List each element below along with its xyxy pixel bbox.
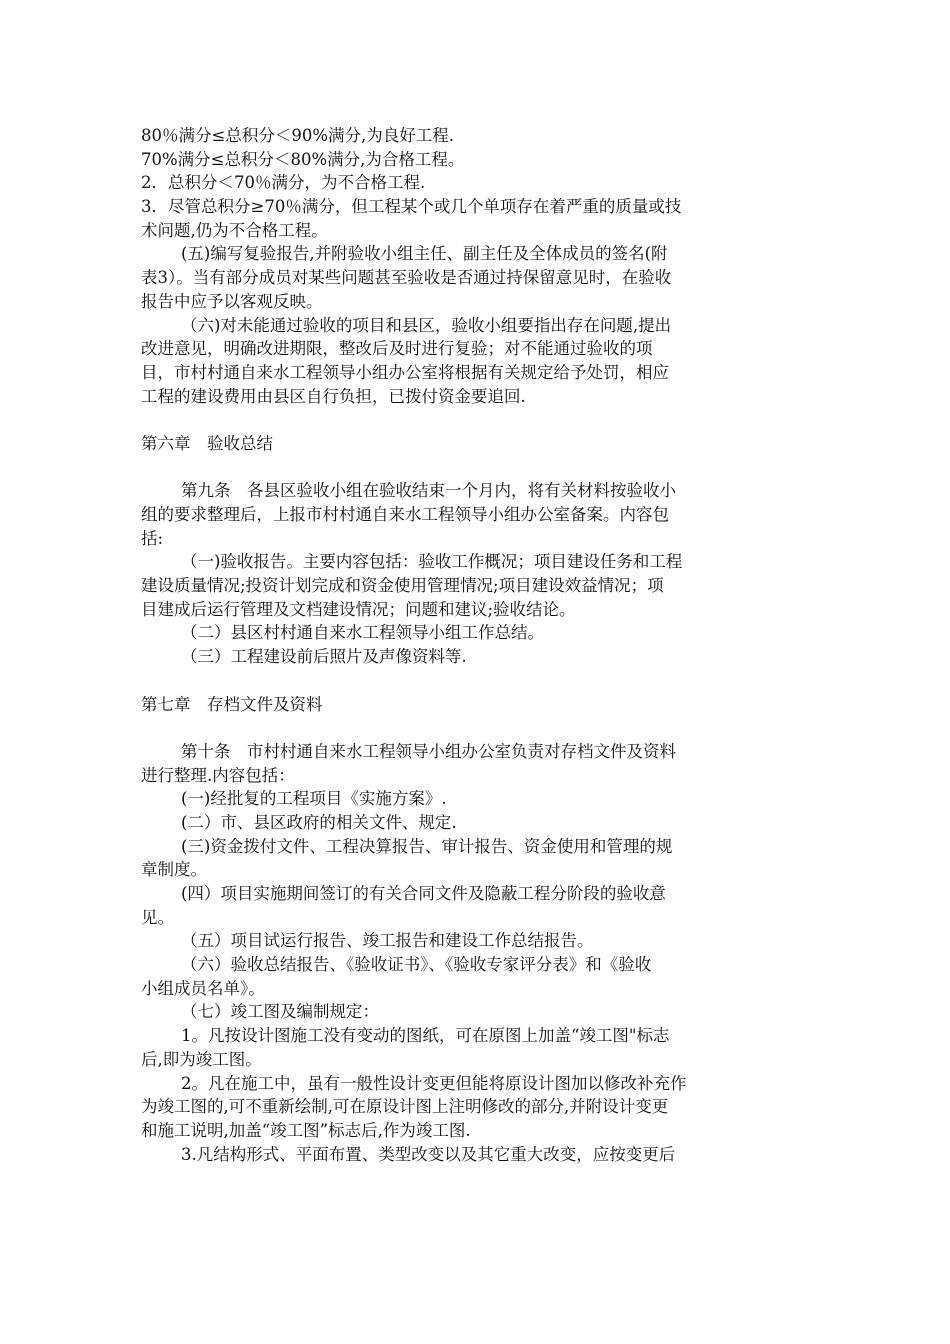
text-line: （五）项目试运行报告、竣工报告和建设工作总结报告。 — [181, 931, 594, 951]
text-line: 术问题,仍为不合格工程。 — [141, 220, 328, 240]
text-line: 工程的建设费用由县区自行负担，已拨付资金要追回. — [141, 386, 526, 406]
text-line: 括: — [141, 528, 164, 548]
text-line: （一)验收报告。主要内容包括：验收工作概况；项目建设任务和工程 — [181, 552, 683, 572]
text-line: 见。 — [141, 907, 174, 927]
text-line: 目建成后运行管理及文档建设情况；问题和建议;验收结论。 — [141, 599, 576, 619]
document-body — [141, 124, 781, 1166]
text-line: 目，市村村通自来水工程领导小组办公室将根据有关规定给予处罚，相应 — [141, 362, 669, 382]
text-line: （七）竣工图及编制规定： — [181, 1002, 379, 1022]
text-line: 改进意见，明确改进期限，整改后及时进行复验；对不能通过验收的项 — [141, 339, 653, 359]
text-line: (五)编写复验报告,并附验收小组主任、副主任及全体成员的签名(附 — [181, 244, 668, 264]
text-line: 80％满分≤总积分＜90%满分,为良好工程. — [141, 126, 454, 145]
text-line: 3.凡结构形式、平面布置、类型改变以及其它重大改变，应按变更后 — [181, 1144, 676, 1164]
text-line: 章制度。 — [141, 860, 207, 880]
spacer — [141, 716, 781, 740]
text-line: 2。凡在施工中，虽有一般性设计变更但能将原设计图加以修改补充作 — [181, 1073, 687, 1093]
text-line: 建设质量情况;投资计划完成和资金使用管理情况;项目建设效益情况；项 — [141, 576, 664, 596]
chapter-heading: 第七章 存档文件及资料 — [141, 694, 323, 714]
text-line: (三)资金拨付文件、工程决算报告、审计报告、资金使用和管理的规 — [181, 836, 673, 856]
text-line: 2．总积分＜70％满分，为不合格工程. — [141, 173, 426, 193]
text-line: (一)经批复的工程项目《实施方案》. — [181, 789, 447, 809]
text-line: 组的要求整理后，上报市村村通自来水工程领导小组办公室备案。内容包 — [141, 505, 669, 524]
text-line: 3．尽管总积分≥70％满分，但工程某个或几个单项存在着严重的质量或技 — [141, 197, 682, 217]
text-line: 进行整理.内容包括： — [141, 765, 295, 785]
text-line: 表3）。当有部分成员对某些问题甚至验收是否通过持保留意见时，在验收 — [141, 268, 672, 288]
text-line: （六)对未能通过验收的项目和县区，验收小组要指出存在问题,提出 — [181, 315, 672, 335]
spacer — [141, 669, 781, 693]
text-line: （六）验收总结报告、《验收证书》、《验收专家评分表》和《验收 — [181, 955, 652, 975]
text-line: 为竣工图的,可不重新绘制,可在原设计图上注明修改的部分,并附设计变更 — [141, 1097, 669, 1117]
chapter-heading: 第六章 验收总结 — [141, 433, 273, 453]
text-line: (二）市、县区政府的相关文件、规定. — [181, 812, 457, 832]
text-line: （三）工程建设前后照片及声像资料等. — [181, 647, 467, 667]
text-line: 小组成员名单》。 — [141, 978, 265, 998]
text-line: 和施工说明,加盖“竣工图”标志后,作为竣工图. — [141, 1120, 471, 1140]
text-line: 第十条 市村村通自来水工程领导小组办公室负责对存档文件及资料 — [181, 741, 676, 761]
spacer — [141, 456, 781, 480]
text-line: （二）县区村村通自来水工程领导小组工作总结。 — [181, 623, 544, 643]
text-line: 70%满分≤总积分＜80%满分,为合格工程。 — [141, 149, 465, 169]
spacer — [141, 408, 781, 432]
text-line: 1。凡按设计图施工没有变动的图纸，可在原图上加盖“竣工图"标志 — [181, 1026, 670, 1046]
text-line: 第九条 各县区验收小组在验收结束一个月内，将有关材料按验收小 — [181, 481, 676, 501]
text-line: 报告中应予以客观反映。 — [141, 291, 323, 311]
text-line: (四）项目实施期间签订的有关合同文件及隐蔽工程分阶段的验收意 — [181, 884, 666, 903]
text-line: 后,即为竣工图。 — [141, 1049, 262, 1069]
